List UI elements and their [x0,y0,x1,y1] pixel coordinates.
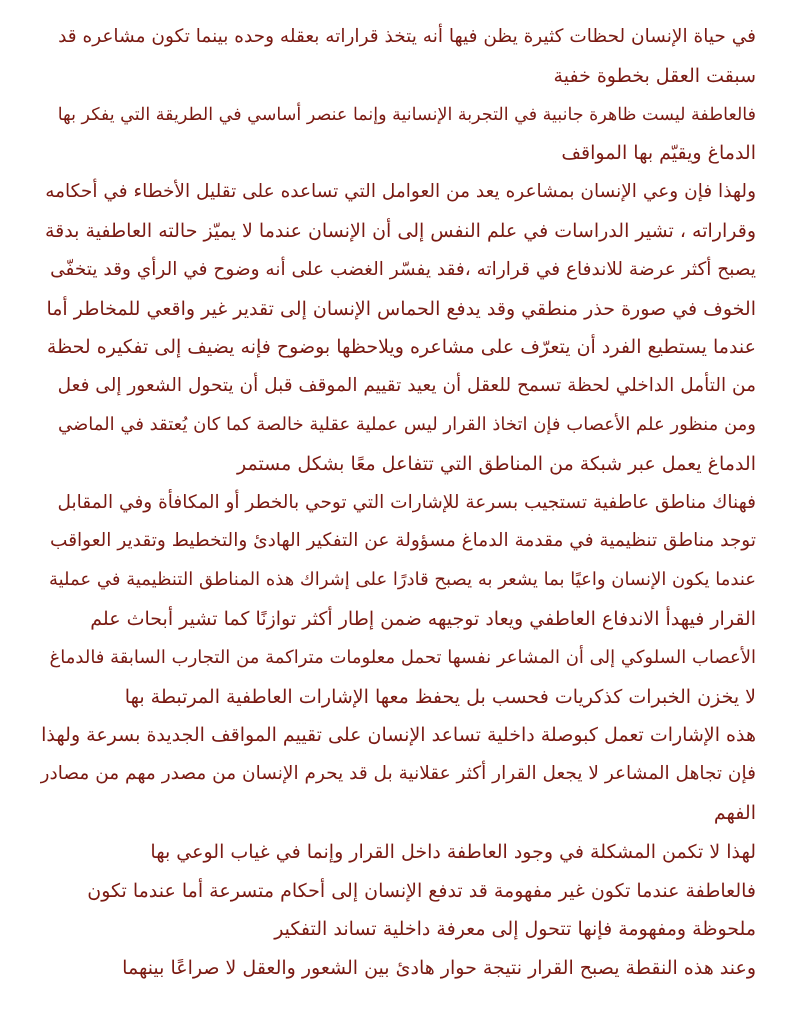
text-line: فإن تجاهل المشاعر لا يجعل القرار أكثر عقلانية بل قد يحرم الإنسان من مصدر مهم من مصادر [40,763,756,785]
text-line: وعند هذه النقطة يصبح القرار نتيجة حوار هادئ بين الشعور والعقل لا صراعًا بينهما [122,957,756,980]
text-line: الدماغ يعمل عبر شبكة من المناطق التي تتفاعل معًا بشكل مستمر [236,452,756,475]
text-line: من التأمل الداخلي لحظة تسمح للعقل أن يعيد تقييم الموقف قبل أن يتحول الشعور إلى فعل [57,375,756,397]
text-line: القرار فيهدأ الاندفاع العاطفي ويعاد توجيهه ضمن إطار أكثر توازنًا كما تشير أبحاث علم [90,607,756,630]
text-line: يصبح أكثر عرضة للاندفاع في قراراته ،فقد يفسّر الغضب على أنه وضوح في الرأي وقد يتخفّى [50,258,756,280]
text-line: الفهم [713,801,756,824]
text-line: الأعصاب السلوكي إلى أن المشاعر نفسها تحمل معلومات متراكمة من التجارب السابقة فالدماغ [49,646,756,668]
text-line: توجد مناطق تنظيمية في مقدمة الدماغ مسؤولة عن التفكير الهادئ والتخطيط وتقدير العواقب [50,530,756,552]
text-line: وقراراته ، تشير الدراسات في علم النفس إلى أن الإنسان عندما لا يميّز حالته العاطفية بدقة [44,219,756,242]
text-line: هذه الإشارات تعمل كبوصلة داخلية تساعد الإنسان على تقييم المواقف الجديدة بسرعة ولهذا [41,724,756,747]
text-line: ومن منظور علم الأعصاب فإن اتخاذ القرار ليس عملية عقلية خالصة كما كان يُعتقد في الماضي [57,413,756,435]
text-line: سبقت العقل بخطوة خفية [553,64,756,87]
text-line: فهناك مناطق عاطفية تستجيب بسرعة للإشارات التي توحي بالخطر أو المكافأة وفي المقابل [57,491,756,513]
text-line: ملحوظة ومفهومة فإنها تتحول إلى معرفة داخلية تساند التفكير [274,918,756,941]
text-line: لهذا لا تكمن المشكلة في وجود العاطفة داخل القرار وإنما في غياب الوعي بها [150,840,756,863]
text-line: عندما يستطيع الفرد أن يتعرّف على مشاعره ويلاحظها بوضوح فإنه يضيف إلى تفكيره لحظة [46,336,756,359]
text-line: فالعاطفة ليست ظاهرة جانبية في التجربة الإنسانية وإنما عنصر أساسي في الطريقة التي يفكر بها [57,104,756,125]
arabic-text-body [40,18,756,988]
text-line: الخوف في صورة حذر منطقي وقد يدفع الحماس الإنسان إلى تقدير غير واقعي للمخاطر أما [46,297,756,320]
text-line: لا يخزن الخبرات كذكريات فحسب بل يحفظ معها الإشارات العاطفية المرتبطة بها [124,685,756,708]
text-line: ولهذا فإن وعي الإنسان بمشاعره يعد من العوامل التي تساعده على تقليل الأخطاء في أحكامه [45,181,756,203]
text-line: الدماغ ويقيّم بها المواقف [561,142,756,165]
text-line: فالعاطفة عندما تكون غير مفهومة قد تدفع الإنسان إلى أحكام متسرعة أما عندما تكون [87,879,756,902]
text-line: عندما يكون الإنسان واعيًا بما يشعر به يصبح قادرًا على إشراك هذه المناطق التنظيمية في عملية [48,569,756,591]
text-line: في حياة الإنسان لحظات كثيرة يظن فيها أنه يتخذ قراراته بعقله وحده بينما تكون مشاعره قد [58,26,756,47]
